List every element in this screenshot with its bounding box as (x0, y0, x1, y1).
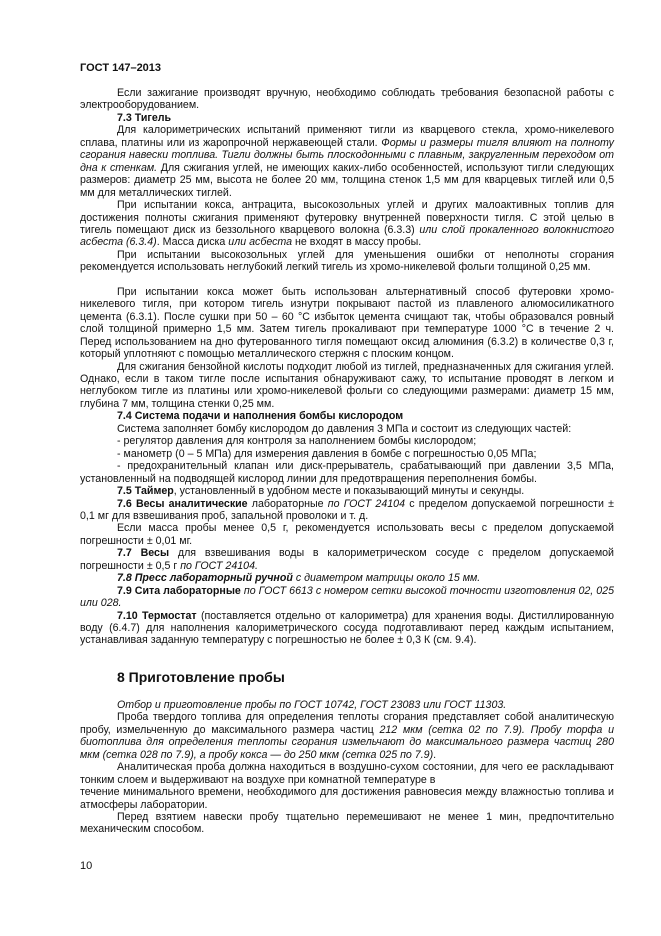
text-run: Для калориметрических испытаний применяют тигли из кварцевого стекла, хромо-никелевого сплава, платины или из жаропрочной нержавеющей стали. (80, 124, 614, 149)
clause-heading: 7.7 Весы (117, 547, 170, 560)
text-run: Формы и размеры тигля влияют на полноту сгорания навески топлива. Тигли должны быть плоскодонными с плавным, закругленным переходом от дна к стенкам. (80, 136, 614, 174)
text-run: Аналитическая проба должна находиться в воздушно-сухом состоянии, для чего ее раскладывают тонким слоем и выдерживают на воздухе при комнатной температуре в (80, 761, 614, 786)
clause-heading: 7.3 Тигель (117, 111, 172, 124)
paragraph (80, 87, 614, 112)
document-body (80, 87, 614, 836)
text-run: - предохранительный клапан или диск-прерыватель, срабатывающий при давлении 3,5 МПа, установленный на подводящей кислород линии для предотвращения переполнения бомбы. (80, 460, 614, 485)
text-run: Проба твердого топлива для определения теплоты сгорания представляет собой аналитическую пробу, измельченную до максимального размера частиц (80, 711, 614, 736)
text-run: Перед взятием навески пробу тщательно перемешивают не менее 1 мин, предпочтительно механическим способом. (80, 811, 614, 836)
paragraph (80, 585, 614, 610)
text-run: - регулятор давления для контроля за наполнением бомбы кислородом; (117, 435, 477, 448)
paragraph (80, 572, 614, 584)
text-run: (поставляется отдельно от калориметра) для хранения воды. Дистиллированную воду (6.4.7) для наполнения калориметрического сосуда подготавливают перед каждым испытанием, устанавливая заданную температуру с погрешностью не более ± 0,3 К (см. 9.4). (80, 609, 614, 647)
paragraph (80, 460, 614, 485)
text-run: При испытании кокса, антрацита, высокозольных углей и других малоактивных топлив для достижения полноты сжигания применяют футеровку внутренней поверхности тигля. С этой целью в тигель помещают диск из беззольного кварцевого волокна (6.3.3) (80, 199, 614, 236)
clause-heading: 7.10 Термостат (117, 609, 197, 622)
document-header: ГОСТ 147–2013 (80, 62, 162, 74)
paragraph (80, 249, 614, 274)
section-8-title: 8 Приготовление пробы (117, 668, 285, 685)
text-run: Для сжигания бензойной кислоты подходит любой из тиглей, предназначенных для сжигания углей. Однако, если в таком тигле после испытания обнаруживают сажу, то испытание проводят в легком и неглубоком тигле из платины или хромо-никелевой фольги со следующими размерами: диаметр 15 мм, глубина 7 мм, толщина стенки 0,25 мм. (80, 360, 614, 410)
paragraph (80, 498, 614, 523)
text-run: Если масса пробы менее 0,5 г, рекомендуется использовать весы с пределом допускаемой погрешности ± 0,01 мг. (80, 522, 614, 547)
text-run: , установленный в удобном месте и показывающий минуты и секунды. (173, 485, 525, 498)
text-run: с диаметром матрицы около 15 мм. (292, 572, 481, 585)
text-run: по ГОСТ 24104. (180, 559, 258, 572)
paragraph (80, 199, 614, 249)
text-run: по ГОСТ 6613 с номером сетки высокой точности изготовления 02, 025 или 028. (80, 584, 615, 610)
paragraph (80, 361, 614, 411)
text-run: лабораторные (247, 497, 328, 510)
text-run: При испытании высокозольных углей для уменьшения ошибки от неполноты сгорания рекомендуется использовать неглубокий легкий тигель из хромо-никелевой фольги толщиной 0,25 мм. (80, 248, 614, 274)
clause-heading: 7.4 Система подачи и наполнения бомбы кислородом (117, 410, 404, 423)
clause-heading: 7.5 Таймер (117, 485, 174, 498)
paragraph (80, 112, 614, 124)
paragraph (80, 423, 614, 435)
text-run: по ГОСТ 24104 (327, 497, 406, 510)
text-run: для взвешивания воды в калориметрическом сосуде с пределом допускаемой погрешности ± 0,5 г (80, 547, 614, 572)
paragraph (80, 811, 614, 836)
page-number: 10 (80, 860, 93, 872)
section-7-content (80, 87, 614, 647)
text-run: 212 мкм (сетка 02 по 7.9). Пробу торфа и биотоплива для определения теплоты сгорания измельчают до максимального размера частиц 280 мкм (сетка 028 по 7.9), а пробу кокса — до 250 мкм (сетка 025 по 7.9) (80, 723, 615, 761)
text-run: течение минимального времени, необходимого для достижения равновесия между влажностью топлива и атмосферы лаборатории. (80, 786, 614, 811)
paragraph (80, 448, 614, 460)
paragraph (80, 410, 614, 422)
paragraph (80, 610, 614, 647)
paragraph (80, 286, 614, 361)
text-run: с пределом допускаемой погрешности ± 0,1 мг для взвешивания проб, запальной проволоки и т. д. (80, 497, 614, 522)
paragraph (80, 435, 614, 447)
clause-heading: 7.6 Весы аналитические (117, 497, 248, 510)
clause-heading: 7.9 Сита лабораторные (117, 584, 241, 597)
clause-heading: 7.8 Пресс лабораторный ручной (117, 572, 293, 585)
text-run: или слой прокаленного волокнистого асбеста (6.3.4) (80, 223, 615, 249)
paragraph (80, 124, 614, 199)
paragraph (80, 547, 614, 572)
text-run: - манометр (0 – 5 МПа) для измерения давления в бомбе с погрешностью 0,05 МПа; (117, 447, 537, 460)
text-run: Система заполняет бомбу кислородом до давления 3 МПа и состоит из следующих частей: (117, 422, 572, 435)
text-run: При испытании кокса может быть использован альтернативный способ футеровки хромо-никелевого тигля, при котором тигель изнутри покрывают пастой из плавленого алюмосиликатного цемента (6.3.1). После сушки при 50 – 60 °С избыток цемента счищают так, чтобы образовался ровный слой толщиной примерно 1,5 мм. Затем тигель прокаливают при температуре 1000 °С в течение 2 ч. Перед использованием на дно футерованного тигля помещают оксид алюминия (6.3.2) в количестве 0,3 г, который уплотняют с помощью металлического стержня с плоским концом. (80, 285, 614, 361)
paragraph (80, 699, 614, 711)
text-run: или асбеста (228, 236, 293, 249)
text-run: . Масса диска (156, 236, 229, 249)
text-run: Если зажигание производят вручную, необходимо соблюдать требования безопасной работы с электрооборудованием. (80, 87, 614, 112)
paragraph (80, 485, 614, 497)
paragraph (80, 761, 614, 811)
section-8-content (80, 699, 614, 836)
paragraph (80, 711, 614, 761)
text-run: Отбор и приготовление пробы по ГОСТ 10742, ГОСТ 23083 или ГОСТ 11303. (117, 698, 507, 711)
text-run: . (433, 748, 437, 761)
text-run: не входят в массу пробы. (292, 236, 422, 249)
paragraph (80, 522, 614, 547)
text-run: Для сжигания углей, не имеющих каких-либо особенностей, используют тигли следующих размеров: диаметр 25 мм, высота не более 20 мм, толщина стенок 1,5 мм для кварцевых тиглей или 0,5 мм для металлических тиглей. (80, 161, 614, 199)
